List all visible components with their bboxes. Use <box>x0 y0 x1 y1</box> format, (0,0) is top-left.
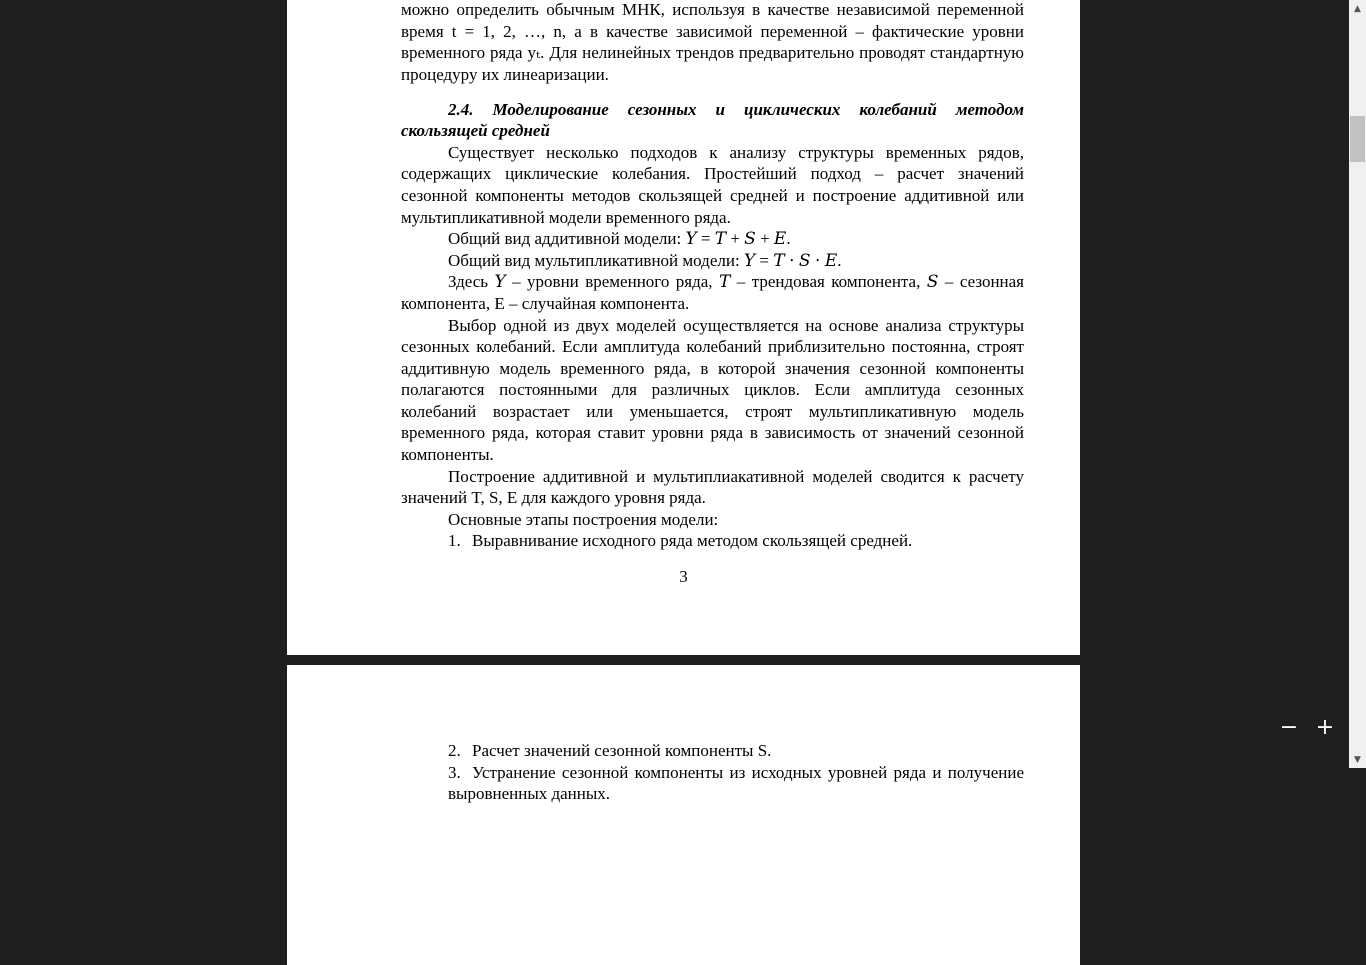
scroll-down-arrow-icon[interactable]: ▼ <box>1354 754 1361 765</box>
paragraph: Выбор одной из двух моделей осуществляется на основе анализа структуры сезонных колебаний. Если амплитуда колебаний приблизительно постоянна, строят аддитивную модель временного ряда, в которой значения сезонной компоненты полагаются постоянными для различных циклов. Если амплитуда сезонных колебаний возрастает или уменьшается, строят мультипликативную модель временного ряда, которая ставит уровни ряда в зависимость от значений сезонной компоненты. <box>401 315 1024 465</box>
list-item: 2. Расчет значений сезонной компоненты S. <box>448 741 772 760</box>
list-item: 3. Устранение сезонной компоненты из исходных уровней ряда и получение выровненных данных. <box>448 762 1024 804</box>
page-text <box>401 740 1024 805</box>
zoom-out-button[interactable]: − <box>1279 715 1299 740</box>
paragraph: Построение аддитивной и мультиплиакативной моделей сводится к расчету значений T, S, E для каждого уровня ряда. <box>401 466 1024 508</box>
page-number: 3 <box>679 567 688 586</box>
scroll-up-arrow-icon[interactable]: ▲ <box>1354 3 1361 14</box>
scrollbar-thumb[interactable] <box>1350 116 1365 162</box>
paragraph: Здесь 𝑌 – уровни временного ряда, 𝑇 – трендовая компонента, 𝑆 – сезонная компонента, E – случайная компонента. <box>401 272 1024 313</box>
document-page <box>287 0 1080 655</box>
zoom-in-button[interactable]: + <box>1315 715 1335 740</box>
paragraph: Существует несколько подходов к анализу структуры временных рядов, содержащих циклические колебания. Простейший подход – расчет значений сезонной компоненты методов скользящей средней и построение аддитивной или мультипликативной модели временного ряда. <box>401 142 1024 227</box>
list-item: 1. Выравнивание исходного ряда методом скользящей средней. <box>448 531 913 551</box>
additive-model-formula: Общий вид аддитивной модели: 𝑌 = 𝑇 + 𝑆 + 𝐸. <box>448 229 791 249</box>
intro-paragraph: можно определить обычным МНК, используя в качестве независимой переменной время t = 1, 2, …, n, а в качестве зависимой переменной – фактические уровни временного ряда yₜ. Для нелинейных трендов предварительно проводят стандартную процедуру их линеаризации. <box>401 0 1024 84</box>
page-text <box>401 0 1024 552</box>
paragraph: Основные этапы построения модели: <box>448 509 719 529</box>
document-page <box>287 665 1080 965</box>
vertical-scrollbar[interactable] <box>1349 0 1366 768</box>
section-heading: 2.4. Моделирование сезонных и циклических колебаний методом скользящей средней <box>401 99 1024 141</box>
multiplicative-model-formula: Общий вид мультипликативной модели: 𝑌 = 𝑇 ⋅ 𝑆 ⋅ 𝐸. <box>448 250 842 270</box>
